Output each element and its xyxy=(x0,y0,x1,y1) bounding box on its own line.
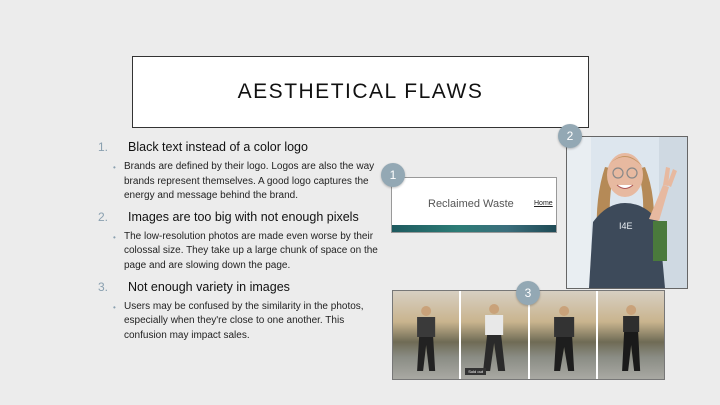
product-thumbnail xyxy=(461,291,527,379)
flaw-detail-row xyxy=(113,160,380,204)
callout-badge-1: 1 xyxy=(381,163,405,187)
flaw-item-2 xyxy=(98,210,380,224)
product-thumbnail xyxy=(598,291,664,379)
flaw-number: 1. xyxy=(98,140,109,154)
site-home-link: Home xyxy=(534,200,553,207)
flaw-heading: Black text instead of a color logo xyxy=(128,140,308,154)
person-photo-icon xyxy=(393,291,459,379)
bullet-icon: • xyxy=(113,232,116,242)
slide-title: AESTHETICAL FLAWS xyxy=(237,80,484,103)
flaw-detail: The low-resolution photos are made even worse by their colossal size. They take up a large chunk of space on the page and are slowing down the page. xyxy=(124,230,378,271)
selfie-photo xyxy=(566,136,688,289)
svg-text:I4E: I4E xyxy=(619,221,633,231)
flaw-detail: Users may be confused by the similarity in the photos, especially when they're close to one another. This confusion may impact sales. xyxy=(124,300,364,341)
flaw-number: 3. xyxy=(98,279,109,294)
person-photo-icon xyxy=(567,137,687,288)
callout-badge-2: 2 xyxy=(558,124,582,148)
flaw-heading: Images are too big with not enough pixels xyxy=(128,209,359,224)
flaw-detail-row xyxy=(113,300,380,344)
flaw-item-3 xyxy=(98,280,380,294)
flaw-number: 2. xyxy=(98,209,109,224)
person-photo-icon xyxy=(530,291,596,379)
product-thumbnail xyxy=(393,291,459,379)
flaw-list xyxy=(98,140,380,343)
website-header-screenshot xyxy=(391,177,557,233)
bullet-icon: • xyxy=(113,302,116,312)
flaw-heading: Not enough variety in images xyxy=(128,279,290,294)
callout-badge-3: 3 xyxy=(516,281,540,305)
person-photo-icon xyxy=(461,291,527,379)
site-brand-text: Reclaimed Waste xyxy=(428,198,514,210)
site-banner-strip xyxy=(392,225,556,232)
flaw-item-1 xyxy=(98,140,380,154)
person-photo-icon xyxy=(598,291,664,379)
sold-out-badge: Sold out xyxy=(465,368,486,375)
title-box xyxy=(132,56,589,128)
bullet-icon: • xyxy=(113,163,116,172)
product-thumbnail xyxy=(530,291,596,379)
flaw-detail: Brands are defined by their logo. Logos are also the way brands represent themselves. A good logo captures the energy and message behind the brand. xyxy=(124,161,375,202)
flaw-detail-row xyxy=(113,230,380,274)
